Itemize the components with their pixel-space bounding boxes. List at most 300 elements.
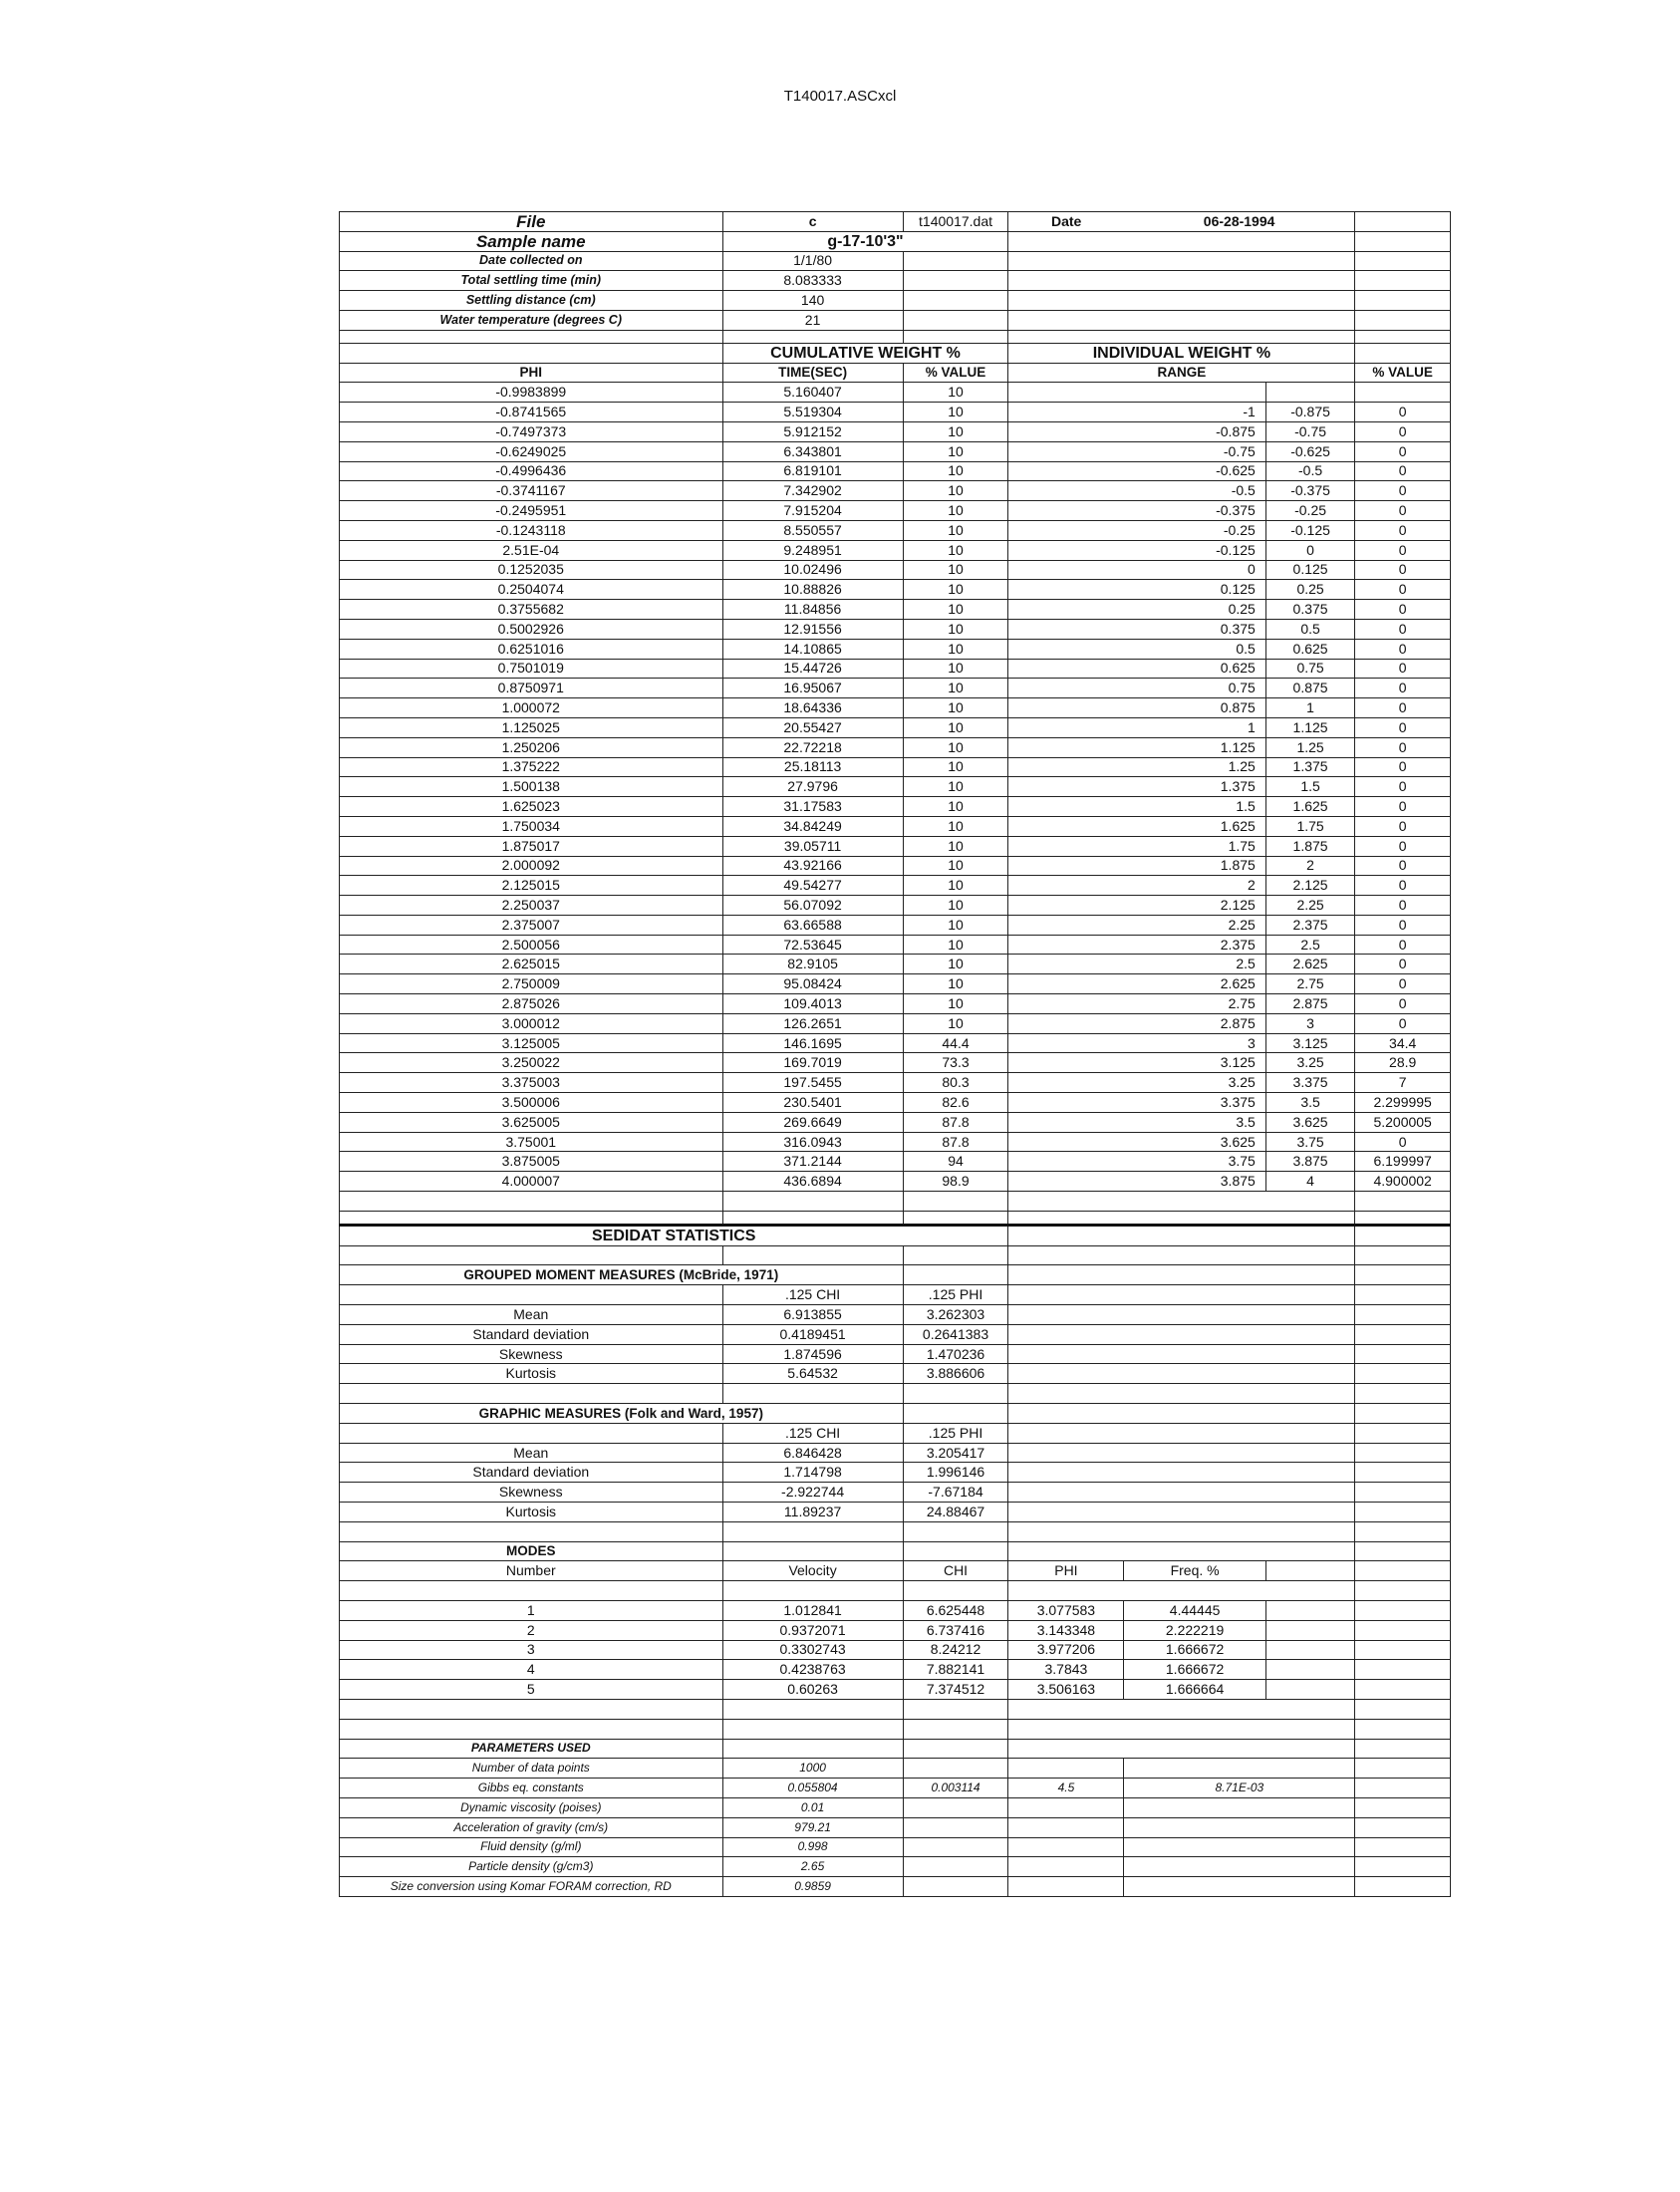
mode-velocity: 0.60263 (722, 1680, 903, 1700)
mode-freq: 2.222219 (1124, 1620, 1265, 1640)
mode-number: 4 (340, 1660, 723, 1680)
range-from-cell: -1 (1008, 403, 1265, 422)
empty-cell (1008, 1324, 1355, 1344)
table-row (340, 1152, 1451, 1172)
param-value-1: 0.055804 (722, 1779, 903, 1798)
empty-cell (1008, 1245, 1355, 1265)
cum-value-cell: 10 (903, 560, 1008, 580)
param-value-2: 0.003114 (903, 1779, 1008, 1798)
empty-cell (340, 1192, 723, 1212)
phi-cell: 0.7501019 (340, 659, 723, 679)
empty-cell (1355, 1521, 1451, 1541)
range-from-cell: 1.375 (1008, 777, 1265, 797)
time-cell: 63.66588 (722, 915, 903, 935)
cum-value-cell: 44.4 (903, 1033, 1008, 1053)
table-row (340, 619, 1451, 639)
range-from-cell: 1.875 (1008, 856, 1265, 876)
time-cell: 39.05711 (722, 836, 903, 856)
table-row (340, 1112, 1451, 1132)
stat-phi: 24.88467 (903, 1503, 1008, 1522)
param-value-1: 0.998 (722, 1837, 903, 1857)
ind-value-cell: 0 (1355, 600, 1451, 620)
empty-cell (903, 1192, 1008, 1212)
sample-label: Sample name (340, 231, 723, 251)
range-to-cell: 3.875 (1265, 1152, 1355, 1172)
empty-cell (340, 343, 723, 363)
time-cell: 27.9796 (722, 777, 903, 797)
empty-cell (1355, 1225, 1451, 1245)
time-cell: 371.2144 (722, 1152, 903, 1172)
range-to-cell: -0.75 (1265, 421, 1355, 441)
graphic-title: GRAPHIC MEASURES (Folk and Ward, 1957) (340, 1404, 904, 1424)
range-from-cell: 3.375 (1008, 1093, 1265, 1113)
cum-value-cell: 10 (903, 974, 1008, 994)
time-cell: 5.519304 (722, 403, 903, 422)
info-label: Water temperature (degrees C) (340, 310, 723, 330)
range-from-cell: 0.125 (1008, 580, 1265, 600)
param-value-2 (903, 1797, 1008, 1817)
phi-cell: 1.375222 (340, 757, 723, 777)
range-from-cell: 0.625 (1008, 659, 1265, 679)
ind-value-cell: 0 (1355, 540, 1451, 560)
range-to-cell: 2 (1265, 856, 1355, 876)
param-value-4: 8.71E-03 (1124, 1779, 1355, 1798)
mode-chi: 8.24212 (903, 1640, 1008, 1660)
cum-value-cell: 10 (903, 619, 1008, 639)
time-cell: 7.915204 (722, 501, 903, 521)
time-cell: 5.912152 (722, 421, 903, 441)
cumulative-title: CUMULATIVE WEIGHT % (722, 343, 1008, 363)
ind-value-cell: 0 (1355, 915, 1451, 935)
stat-phi: 1.470236 (903, 1344, 1008, 1364)
empty-cell (903, 1719, 1008, 1739)
range-from-cell: 2.5 (1008, 955, 1265, 974)
empty-cell (903, 1699, 1008, 1719)
ind-value-cell: 0 (1355, 698, 1451, 718)
empty-cell (340, 1245, 723, 1265)
table-row (340, 994, 1451, 1014)
param-value-4 (1124, 1877, 1355, 1897)
cum-value-cell: 10 (903, 540, 1008, 560)
empty-cell (722, 1719, 903, 1739)
range-to-cell: 3 (1265, 1013, 1355, 1033)
ind-value-cell: 4.900002 (1355, 1172, 1451, 1192)
cum-value-cell: 10 (903, 481, 1008, 501)
range-from-cell: 0 (1008, 560, 1265, 580)
moment-title: GROUPED MOMENT MEASURES (McBride, 1971) (340, 1265, 904, 1285)
phi-cell: 0.8750971 (340, 679, 723, 698)
col-value: % VALUE (903, 363, 1008, 383)
time-cell: 197.5455 (722, 1073, 903, 1093)
header-info-row (340, 251, 1451, 271)
param-value-3 (1008, 1817, 1124, 1837)
empty-cell (903, 1739, 1008, 1759)
header-info-row (340, 310, 1451, 330)
param-value-3 (1008, 1877, 1124, 1897)
cum-value-cell: 94 (903, 1152, 1008, 1172)
table-row (340, 1033, 1451, 1053)
empty-cell (340, 1423, 723, 1443)
table-row (340, 1073, 1451, 1093)
time-cell: 43.92166 (722, 856, 903, 876)
spacer-row (340, 1719, 1451, 1739)
col-phi: .125 PHI (903, 1285, 1008, 1305)
empty-cell (1355, 1192, 1451, 1212)
param-value-1: 0.01 (722, 1797, 903, 1817)
empty-cell (1355, 291, 1451, 311)
param-value-3 (1008, 1797, 1124, 1817)
empty-cell (1355, 1423, 1451, 1443)
cum-value-cell: 10 (903, 580, 1008, 600)
range-from-cell: 2.625 (1008, 974, 1265, 994)
empty-cell (1265, 1600, 1355, 1620)
cum-value-cell: 10 (903, 994, 1008, 1014)
table-row (340, 856, 1451, 876)
empty-cell (1008, 1503, 1355, 1522)
empty-cell (1008, 1739, 1355, 1759)
moment-row (340, 1305, 1451, 1325)
graphic-row (340, 1463, 1451, 1483)
empty-cell (340, 1384, 723, 1404)
range-from-cell: 1.75 (1008, 836, 1265, 856)
table-row (340, 935, 1451, 955)
mode-chi: 7.374512 (903, 1680, 1008, 1700)
moment-row (340, 1344, 1451, 1364)
col-phi: PHI (340, 363, 723, 383)
phi-cell: 3.125005 (340, 1033, 723, 1053)
table-row (340, 520, 1451, 540)
phi-cell: -0.1243118 (340, 520, 723, 540)
table-row (340, 1172, 1451, 1192)
file-c: c (722, 212, 903, 232)
modes-title-row (340, 1541, 1451, 1561)
empty-cell (722, 1211, 903, 1225)
time-cell: 18.64336 (722, 698, 903, 718)
cum-value-cell: 10 (903, 600, 1008, 620)
empty-cell (1355, 1857, 1451, 1877)
phi-cell: 0.3755682 (340, 600, 723, 620)
range-to-cell: 0.5 (1265, 619, 1355, 639)
param-label: Acceleration of gravity (cm/s) (340, 1817, 723, 1837)
table-row (340, 737, 1451, 757)
range-to-cell: 3.125 (1265, 1033, 1355, 1053)
phi-cell: -0.4996436 (340, 461, 723, 481)
stat-phi: 3.205417 (903, 1443, 1008, 1463)
empty-cell (1355, 1759, 1451, 1779)
time-cell: 6.343801 (722, 441, 903, 461)
cum-value-cell: 82.6 (903, 1093, 1008, 1113)
time-cell: 49.54277 (722, 876, 903, 896)
cum-value-cell: 10 (903, 639, 1008, 659)
empty-cell (1008, 1225, 1355, 1245)
ind-value-cell: 0 (1355, 501, 1451, 521)
ind-value-cell: 34.4 (1355, 1033, 1451, 1053)
empty-cell (1355, 1483, 1451, 1503)
ind-value-cell: 0 (1355, 520, 1451, 540)
range-from-cell: 2.25 (1008, 915, 1265, 935)
sample-value: g-17-10'3" (722, 231, 1008, 251)
graphic-row (340, 1503, 1451, 1522)
empty-cell (1008, 1699, 1355, 1719)
time-cell: 7.342902 (722, 481, 903, 501)
param-value-4 (1124, 1797, 1355, 1817)
column-header-row (340, 363, 1451, 383)
range-from-cell: 3.75 (1008, 1152, 1265, 1172)
table-row (340, 421, 1451, 441)
cum-value-cell: 10 (903, 698, 1008, 718)
empty-cell (722, 1521, 903, 1541)
stat-label: Skewness (340, 1483, 723, 1503)
ind-value-cell: 0 (1355, 935, 1451, 955)
range-from-cell: 2.75 (1008, 994, 1265, 1014)
cum-value-cell: 10 (903, 915, 1008, 935)
range-to-cell: 3.625 (1265, 1112, 1355, 1132)
range-from-cell: 3.25 (1008, 1073, 1265, 1093)
table-row (340, 441, 1451, 461)
param-label: Dynamic viscosity (poises) (340, 1797, 723, 1817)
table-row (340, 659, 1451, 679)
range-from-cell: 2.875 (1008, 1013, 1265, 1033)
ind-value-cell: 0 (1355, 639, 1451, 659)
range-from-cell (1008, 383, 1265, 403)
param-label: Particle density (g/cm3) (340, 1857, 723, 1877)
range-from-cell: 0.25 (1008, 600, 1265, 620)
table-row (340, 1053, 1451, 1073)
stat-phi: 0.2641383 (903, 1324, 1008, 1344)
empty-cell (1008, 1443, 1355, 1463)
empty-cell (1265, 1561, 1355, 1581)
empty-cell (1008, 1192, 1355, 1212)
range-to-cell: 1.25 (1265, 737, 1355, 757)
mode-freq: 1.666664 (1124, 1680, 1265, 1700)
phi-cell: -0.2495951 (340, 501, 723, 521)
mode-velocity: 0.4238763 (722, 1660, 903, 1680)
table-row (340, 955, 1451, 974)
empty-cell (1355, 1211, 1451, 1225)
param-value-3 (1008, 1857, 1124, 1877)
stat-label: Kurtosis (340, 1503, 723, 1522)
mode-number: 2 (340, 1620, 723, 1640)
mode-row (340, 1620, 1451, 1640)
ind-value-cell: 0 (1355, 994, 1451, 1014)
range-to-cell: 1.75 (1265, 816, 1355, 836)
phi-cell: 1.000072 (340, 698, 723, 718)
empty-cell (1008, 1463, 1355, 1483)
table-row (340, 403, 1451, 422)
col-velocity: Velocity (722, 1561, 903, 1581)
graphic-row (340, 1483, 1451, 1503)
table-row (340, 797, 1451, 817)
time-cell: 34.84249 (722, 816, 903, 836)
empty-cell (903, 330, 1008, 343)
ind-value-cell: 0 (1355, 560, 1451, 580)
phi-cell: -0.3741167 (340, 481, 723, 501)
range-from-cell: 3.125 (1008, 1053, 1265, 1073)
empty-cell (1355, 330, 1451, 343)
time-cell: 169.7019 (722, 1053, 903, 1073)
range-from-cell: -0.375 (1008, 501, 1265, 521)
param-label: Gibbs eq. constants (340, 1779, 723, 1798)
empty-cell (340, 1285, 723, 1305)
col-phi: .125 PHI (903, 1423, 1008, 1443)
time-cell: 25.18113 (722, 757, 903, 777)
time-cell: 146.1695 (722, 1033, 903, 1053)
empty-cell (1355, 271, 1451, 291)
param-value-1: 979.21 (722, 1817, 903, 1837)
cum-value-cell: 10 (903, 501, 1008, 521)
empty-cell (903, 1541, 1008, 1561)
col-freq: Freq. % (1124, 1561, 1265, 1581)
table-row (340, 915, 1451, 935)
range-to-cell: -0.25 (1265, 501, 1355, 521)
graphic-title-row (340, 1404, 1451, 1424)
phi-cell: 3.875005 (340, 1152, 723, 1172)
info-label: Total settling time (min) (340, 271, 723, 291)
phi-cell: 2.750009 (340, 974, 723, 994)
empty-cell (722, 1245, 903, 1265)
ind-value-cell: 0 (1355, 757, 1451, 777)
mode-row (340, 1640, 1451, 1660)
cum-value-cell: 10 (903, 876, 1008, 896)
empty-cell (1355, 1699, 1451, 1719)
param-row (340, 1797, 1451, 1817)
table-row (340, 540, 1451, 560)
empty-cell (722, 330, 903, 343)
spacer-row (340, 1521, 1451, 1541)
time-cell: 5.160407 (722, 383, 903, 403)
mode-phi: 3.077583 (1008, 1600, 1124, 1620)
col-number: Number (340, 1561, 723, 1581)
info-value: 140 (722, 291, 903, 311)
cum-value-cell: 10 (903, 421, 1008, 441)
range-to-cell: 0.875 (1265, 679, 1355, 698)
stat-label: Skewness (340, 1344, 723, 1364)
table-row (340, 974, 1451, 994)
col-chi: .125 CHI (722, 1285, 903, 1305)
phi-cell: 4.000007 (340, 1172, 723, 1192)
range-to-cell: 0.75 (1265, 659, 1355, 679)
empty-cell (1355, 1680, 1451, 1700)
param-value-2 (903, 1877, 1008, 1897)
params-title: PARAMETERS USED (340, 1739, 723, 1759)
empty-cell (340, 1211, 723, 1225)
mode-velocity: 1.012841 (722, 1600, 903, 1620)
cum-value-cell: 80.3 (903, 1073, 1008, 1093)
stat-chi: 5.64532 (722, 1364, 903, 1384)
empty-cell (1008, 1384, 1355, 1404)
cum-value-cell: 10 (903, 520, 1008, 540)
time-cell: 316.0943 (722, 1132, 903, 1152)
table-row (340, 816, 1451, 836)
mode-phi: 3.977206 (1008, 1640, 1124, 1660)
phi-cell: 2.375007 (340, 915, 723, 935)
table-row (340, 1093, 1451, 1113)
empty-cell (722, 1192, 903, 1212)
param-value-3: 4.5 (1008, 1779, 1124, 1798)
range-from-cell: 2.125 (1008, 896, 1265, 916)
empty-cell (1008, 1404, 1355, 1424)
range-to-cell: 3.25 (1265, 1053, 1355, 1073)
range-to-cell: 1.625 (1265, 797, 1355, 817)
time-cell: 9.248951 (722, 540, 903, 560)
time-cell: 6.819101 (722, 461, 903, 481)
phi-cell: 1.875017 (340, 836, 723, 856)
empty-cell (1355, 1640, 1451, 1660)
info-value: 8.083333 (722, 271, 903, 291)
time-cell: 14.10865 (722, 639, 903, 659)
range-to-cell: 1.5 (1265, 777, 1355, 797)
range-to-cell: 0.25 (1265, 580, 1355, 600)
table-row (340, 1013, 1451, 1033)
range-to-cell: 0.375 (1265, 600, 1355, 620)
empty-cell (1008, 1305, 1355, 1325)
table-row (340, 580, 1451, 600)
empty-cell (1355, 1600, 1451, 1620)
param-value-4 (1124, 1857, 1355, 1877)
phi-cell: 0.6251016 (340, 639, 723, 659)
ind-value-cell: 28.9 (1355, 1053, 1451, 1073)
empty-cell (1008, 1423, 1355, 1443)
spacer-row (340, 330, 1451, 343)
cum-value-cell: 10 (903, 441, 1008, 461)
table-row (340, 1132, 1451, 1152)
empty-cell (340, 330, 723, 343)
cum-value-cell: 73.3 (903, 1053, 1008, 1073)
cum-value-cell: 10 (903, 856, 1008, 876)
range-from-cell: -0.625 (1008, 461, 1265, 481)
empty-cell (1008, 1483, 1355, 1503)
phi-cell: 1.625023 (340, 797, 723, 817)
empty-cell (1008, 271, 1355, 291)
header-info-row (340, 271, 1451, 291)
empty-cell (1355, 1324, 1451, 1344)
mode-row (340, 1680, 1451, 1700)
phi-cell: 0.5002926 (340, 619, 723, 639)
empty-cell (1008, 291, 1355, 311)
mode-row (340, 1660, 1451, 1680)
info-value: 21 (722, 310, 903, 330)
data-table (339, 211, 1451, 1897)
ind-value-cell: 0 (1355, 1013, 1451, 1033)
range-from-cell: -0.25 (1008, 520, 1265, 540)
param-label: Number of data points (340, 1759, 723, 1779)
empty-cell (340, 1699, 723, 1719)
time-cell: 10.88826 (722, 580, 903, 600)
stat-chi: 11.89237 (722, 1503, 903, 1522)
param-row (340, 1837, 1451, 1857)
empty-cell (903, 251, 1008, 271)
phi-cell: 3.375003 (340, 1073, 723, 1093)
empty-cell (903, 1581, 1008, 1601)
table-row (340, 560, 1451, 580)
phi-cell: 1.125025 (340, 717, 723, 737)
table-row (340, 600, 1451, 620)
empty-cell (903, 310, 1008, 330)
ind-value-cell: 0 (1355, 421, 1451, 441)
range-to-cell: 1.875 (1265, 836, 1355, 856)
empty-cell (1355, 1541, 1451, 1561)
stat-chi: 6.913855 (722, 1305, 903, 1325)
mode-row (340, 1600, 1451, 1620)
table-row (340, 461, 1451, 481)
ind-value-cell (1355, 383, 1451, 403)
empty-cell (1355, 1719, 1451, 1739)
time-cell: 82.9105 (722, 955, 903, 974)
time-cell: 126.2651 (722, 1013, 903, 1033)
param-row (340, 1877, 1451, 1897)
empty-cell (1355, 1463, 1451, 1483)
range-to-cell: 2.25 (1265, 896, 1355, 916)
